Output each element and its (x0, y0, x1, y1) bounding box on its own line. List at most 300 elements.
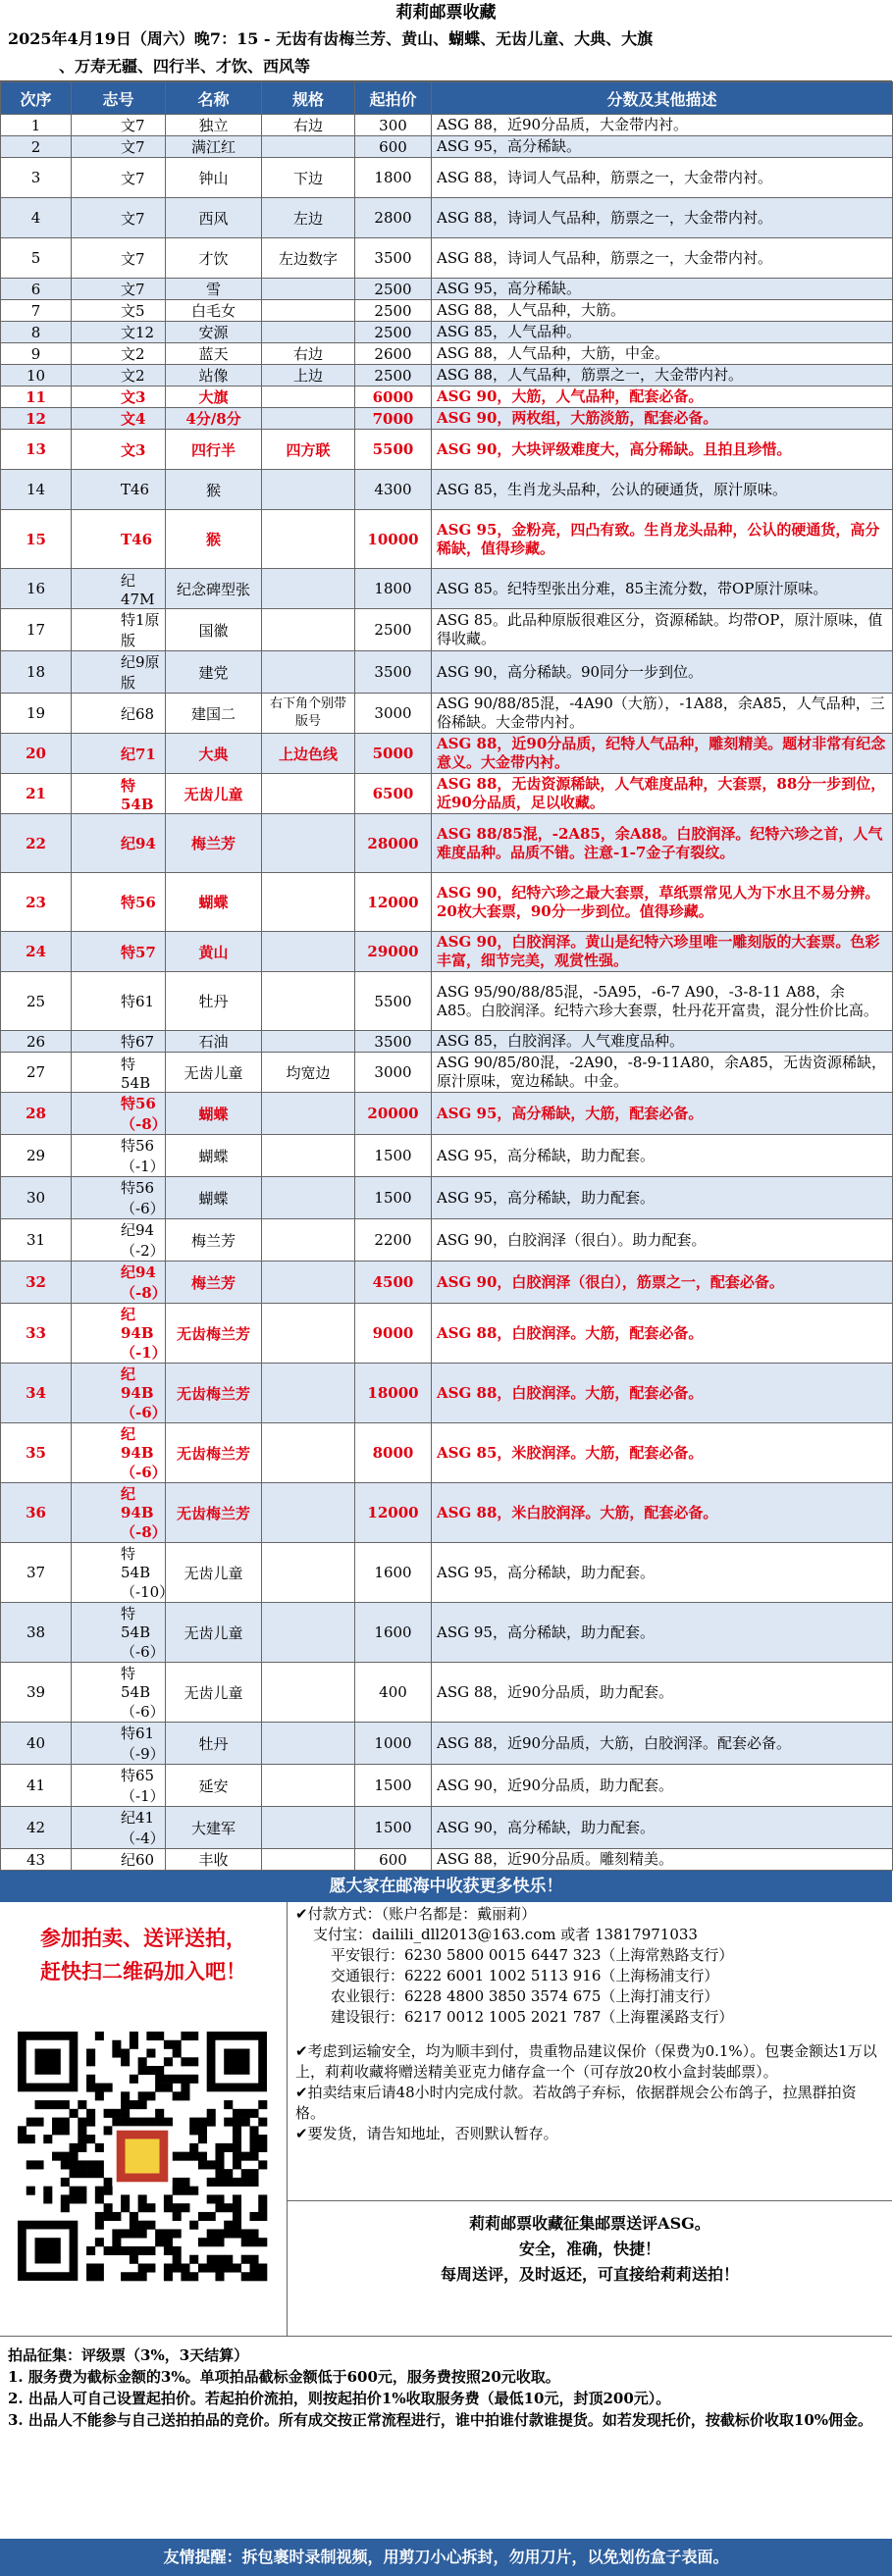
lot-description: ASG 95，高分稀缺，助力配套。 (432, 1603, 893, 1663)
lot-start-price: 2500 (355, 322, 432, 343)
table-row (1, 279, 893, 300)
table-row (1, 814, 893, 873)
lot-name: 钟山 (166, 158, 262, 198)
lot-start-price: 1800 (355, 158, 432, 198)
lot-code: 纪68 (72, 694, 166, 734)
lot-description: ASG 88，人气品种，大筋。 (432, 300, 893, 322)
lot-start-price: 400 (355, 1663, 432, 1723)
rule-item: 2. 出品人可自己设置起拍价。若起拍价流拍，则按起拍价1%收取服务费（最低10元，封顶200元）。 (8, 2390, 671, 2407)
lot-description: ASG 85，人气品种。 (432, 322, 893, 343)
table-row (1, 609, 893, 651)
lot-start-price: 1600 (355, 1603, 432, 1663)
lot-number: 13 (1, 430, 72, 470)
lot-name: 建国二 (166, 694, 262, 734)
lot-description: ASG 88，诗词人气品种，筋票之一，大金带内衬。 (432, 158, 893, 198)
lot-spec (262, 136, 355, 158)
lot-number: 35 (1, 1423, 72, 1483)
lot-start-price: 1500 (355, 1807, 432, 1849)
col-header-order: 次序 (1, 82, 72, 115)
lot-spec (262, 814, 355, 873)
lot-spec (262, 1483, 355, 1543)
lot-spec: 均宽边 (262, 1053, 355, 1093)
lot-code: 特54B (72, 1053, 166, 1093)
lot-number: 14 (1, 470, 72, 510)
lot-start-price: 2200 (355, 1219, 432, 1262)
lot-number: 20 (1, 734, 72, 774)
table-row (1, 300, 893, 322)
table-row (1, 1423, 893, 1483)
lot-number: 11 (1, 386, 72, 408)
lot-spec: 左边 (262, 198, 355, 238)
table-row (1, 115, 893, 136)
table-row (1, 1093, 893, 1135)
lot-start-price: 3500 (355, 238, 432, 279)
lot-number: 2 (1, 136, 72, 158)
lot-number: 19 (1, 694, 72, 734)
table-row (1, 1663, 893, 1723)
lot-start-price: 2600 (355, 343, 432, 365)
lot-description: ASG 95，高分稀缺，助力配套。 (432, 1543, 893, 1603)
bank-line: 平安银行：6230 5800 0015 6447 323（上海常熟路支行） (331, 1946, 734, 1964)
lot-spec: 右边 (262, 343, 355, 365)
rule-item: 1. 服务费为截标金额的3%。单项拍品截标金额低于600元，服务费按照20元收取。 (8, 2368, 560, 2386)
lot-code: 文2 (72, 343, 166, 365)
col-header-code: 志号 (72, 82, 166, 115)
lot-name: 四行半 (166, 430, 262, 470)
lot-name: 猴 (166, 470, 262, 510)
lot-name: 大典 (166, 734, 262, 774)
lot-number: 28 (1, 1093, 72, 1135)
lot-start-price: 1500 (355, 1135, 432, 1177)
qr-code-icon[interactable] (18, 2032, 267, 2281)
lot-start-price: 1500 (355, 1177, 432, 1219)
lot-code: 文2 (72, 365, 166, 386)
lot-spec (262, 651, 355, 694)
lot-name: 蝴蝶 (166, 873, 262, 932)
lot-name: 4分/8分 (166, 408, 262, 430)
lot-start-price: 3000 (355, 1053, 432, 1093)
lot-code: 特67 (72, 1031, 166, 1053)
lot-name: 猴 (166, 510, 262, 569)
table-row (1, 1543, 893, 1603)
lot-description: ASG 90，白胶润泽。黄山是纪特六珍里唯一雕刻版的大套票。色彩丰富，细节完美，观赏性强。 (432, 932, 893, 972)
lot-spec (262, 279, 355, 300)
lot-number: 27 (1, 1053, 72, 1093)
lot-description: ASG 88，白胶润泽。大筋，配套必备。 (432, 1304, 893, 1364)
lot-number: 26 (1, 1031, 72, 1053)
lot-description: ASG 90，大筋，人气品种，配套必备。 (432, 386, 893, 408)
lot-number: 38 (1, 1603, 72, 1663)
lot-name: 无齿儿童 (166, 774, 262, 814)
lots-body (1, 115, 893, 1871)
table-row (1, 1807, 893, 1849)
table-row (1, 1304, 893, 1364)
table-row (1, 932, 893, 972)
lot-code: 特54B（-10） (72, 1543, 166, 1603)
lot-description: ASG 88，无齿资源稀缺，人气难度品种，大套票，88分一步到位，近90分品质，足以收藏。 (432, 774, 893, 814)
lot-number: 21 (1, 774, 72, 814)
lot-number: 8 (1, 322, 72, 343)
lot-description: ASG 95/90/88/85混，-5A95，-6-7 A90，-3-8-11 A88，余A85。白胶润泽。纪特六珍大套票，牡丹花开富贵，混分性价比高。 (432, 972, 893, 1031)
lot-name: 牡丹 (166, 1723, 262, 1765)
lot-code: 特56（-6） (72, 1177, 166, 1219)
lot-start-price: 5500 (355, 972, 432, 1031)
consignment-rules (0, 2337, 892, 2539)
lot-number: 23 (1, 873, 72, 932)
lot-name: 蝴蝶 (166, 1177, 262, 1219)
lot-spec (262, 1093, 355, 1135)
lot-name: 梅兰芳 (166, 1219, 262, 1262)
payment-heading: ✔付款方式：（账户名都是：戴丽莉） (295, 1905, 537, 1923)
lot-number: 42 (1, 1807, 72, 1849)
lot-spec: 右下角个别带版号 (262, 694, 355, 734)
lot-spec (262, 1603, 355, 1663)
lot-spec (262, 972, 355, 1031)
lot-number: 39 (1, 1663, 72, 1723)
lot-spec (262, 774, 355, 814)
lot-number: 12 (1, 408, 72, 430)
lot-name: 才饮 (166, 238, 262, 279)
lot-number: 34 (1, 1364, 72, 1423)
table-row (1, 386, 893, 408)
lot-number: 17 (1, 609, 72, 651)
lot-start-price: 18000 (355, 1364, 432, 1423)
lot-start-price: 300 (355, 115, 432, 136)
table-row (1, 365, 893, 386)
lot-description: ASG 90/88/85混，-4A90（大筋），-1A88，余A85，人气品种，三俗稀缺。大金带内衬。 (432, 694, 893, 734)
lot-name: 国徽 (166, 609, 262, 651)
table-row (1, 1053, 893, 1093)
lot-description: ASG 85，生肖龙头品种，公认的硬通货，原汁原味。 (432, 470, 893, 510)
lot-spec (262, 386, 355, 408)
lot-code: 特65（-1） (72, 1765, 166, 1807)
table-row (1, 322, 893, 343)
lot-name: 安源 (166, 322, 262, 343)
lot-description: ASG 88，近90分品质。雕刻精美。 (432, 1849, 893, 1871)
lot-code: 纪60 (72, 1849, 166, 1871)
table-row (1, 198, 893, 238)
delivery-note: ✔要发货，请告知地址，否则默认暂存。 (295, 2125, 558, 2142)
shipping-note: ✔考虑到运输安全，均为顺丰到付，贵重物品建议保价（保费为0.1%）。包裹金额达1万以上，莉莉收藏将赠送精美亚克力储存盒一个（可存放20枚小盒封装邮票）。 (295, 2042, 877, 2081)
grading-slogan (288, 2201, 892, 2288)
lot-description: ASG 90，高分稀缺，助力配套。 (432, 1807, 893, 1849)
lot-description: ASG 90，两枚组，大筋淡筋，配套必备。 (432, 408, 893, 430)
lot-code: 纪94B（-8） (72, 1483, 166, 1543)
table-row (1, 1262, 893, 1304)
lot-spec (262, 1219, 355, 1262)
rule-item: 3. 出品人不能参与自己送拍拍品的竞价。所有成交按正常流程进行，谁中拍谁付款谁提货。如若发现托价，按截标价收取10%佣金。 (8, 2411, 873, 2429)
lot-spec (262, 1304, 355, 1364)
lot-start-price: 8000 (355, 1423, 432, 1483)
table-row (1, 1219, 893, 1262)
table-row (1, 1135, 893, 1177)
lot-code: T46 (72, 470, 166, 510)
lot-name: 蝴蝶 (166, 1093, 262, 1135)
lot-code: 特54B（-6） (72, 1603, 166, 1663)
lot-code: 文7 (72, 238, 166, 279)
table-row (1, 972, 893, 1031)
lot-number: 31 (1, 1219, 72, 1262)
lot-name: 雪 (166, 279, 262, 300)
lot-number: 36 (1, 1483, 72, 1543)
lot-start-price: 5000 (355, 734, 432, 774)
table-row (1, 774, 893, 814)
lot-code: 文5 (72, 300, 166, 322)
lot-spec (262, 322, 355, 343)
promo-text (0, 1902, 287, 1988)
lot-description: ASG 95，金粉亮，四凸有致。生肖龙头品种，公认的硬通货，高分稀缺，值得珍藏。 (432, 510, 893, 569)
lot-code: 文7 (72, 279, 166, 300)
bank-line: 农业银行：6228 4800 3850 3574 675（上海打浦支行） (331, 1987, 719, 2005)
lot-start-price: 600 (355, 136, 432, 158)
lot-code: 特56（-1） (72, 1135, 166, 1177)
lot-code: 特54B（-6） (72, 1663, 166, 1723)
lot-spec (262, 1364, 355, 1423)
lot-start-price: 6000 (355, 386, 432, 408)
lot-description: ASG 90/85/80混，-2A90，-8-9-11A80，余A85，无齿资源稀缺，原汁原味，宽边稀缺。中金。 (432, 1053, 893, 1093)
lot-number: 37 (1, 1543, 72, 1603)
lot-spec: 下边 (262, 158, 355, 198)
lot-name: 蓝天 (166, 343, 262, 365)
table-row (1, 1364, 893, 1423)
payment-deadline-note: ✔拍卖结束后请48小时内完成付款。若故鸽子弃标，依据群规会公布鸽子，拉黑群拍资格。 (295, 2084, 857, 2122)
bank-line: 交通银行：6222 6001 1002 5113 916（上海杨浦支行） (331, 1967, 719, 1984)
lot-spec (262, 408, 355, 430)
lot-spec (262, 873, 355, 932)
lot-start-price: 7000 (355, 408, 432, 430)
lot-start-price: 3000 (355, 694, 432, 734)
lot-spec (262, 569, 355, 609)
lot-name: 无齿梅兰芳 (166, 1364, 262, 1423)
lot-code: 特56 (72, 873, 166, 932)
lot-name: 建党 (166, 651, 262, 694)
lot-number: 41 (1, 1765, 72, 1807)
lot-code: 纪94B（-6） (72, 1423, 166, 1483)
promo-line: 参加拍卖、送评送拍， (40, 1926, 246, 1950)
table-row (1, 1177, 893, 1219)
slogan-line: 每周送评，及时返还，可直接给莉莉送拍！ (440, 2265, 739, 2284)
lot-name: 牡丹 (166, 972, 262, 1031)
lot-description: ASG 85，白胶润泽。人气难度品种。 (432, 1031, 893, 1053)
lot-start-price: 3500 (355, 1031, 432, 1053)
table-row (1, 158, 893, 198)
lot-description: ASG 95，高分稀缺，助力配套。 (432, 1177, 893, 1219)
lot-name: 梅兰芳 (166, 1262, 262, 1304)
table-row (1, 569, 893, 609)
lot-code: 纪9原版 (72, 651, 166, 694)
lot-name: 延安 (166, 1765, 262, 1807)
lot-spec (262, 1135, 355, 1177)
lot-start-price: 29000 (355, 932, 432, 972)
lot-spec (262, 1663, 355, 1723)
payment-panel (288, 1902, 892, 2336)
table-row (1, 510, 893, 569)
lot-description: ASG 88，近90分品质，大筋，白胶润泽。配套必备。 (432, 1723, 893, 1765)
lot-name: 独立 (166, 115, 262, 136)
lot-description: ASG 90，白胶润泽（很白），筋票之一，配套必备。 (432, 1262, 893, 1304)
lot-code: 特54B (72, 774, 166, 814)
lot-number: 18 (1, 651, 72, 694)
lot-spec (262, 1262, 355, 1304)
lot-spec (262, 932, 355, 972)
lot-code: 文7 (72, 115, 166, 136)
lot-start-price: 3500 (355, 651, 432, 694)
table-row (1, 651, 893, 694)
lot-description: ASG 95，高分稀缺，大筋，配套必备。 (432, 1093, 893, 1135)
lot-description: ASG 95，高分稀缺，助力配套。 (432, 1135, 893, 1177)
lot-description: ASG 88，近90分品质，大金带内衬。 (432, 115, 893, 136)
lot-description: ASG 88，白胶润泽。大筋，配套必备。 (432, 1364, 893, 1423)
lot-code: 纪94（-8） (72, 1262, 166, 1304)
table-row (1, 734, 893, 774)
lot-start-price: 5500 (355, 430, 432, 470)
lot-code: 文3 (72, 386, 166, 408)
col-header-desc: 分数及其他描述 (432, 82, 893, 115)
page-subtitle-continued: 、万寿无疆、四行半、才饮、西风等 (59, 57, 311, 76)
lot-spec (262, 1765, 355, 1807)
lot-code: 特61 (72, 972, 166, 1031)
lot-code: 纪94B（-1） (72, 1304, 166, 1364)
lot-start-price: 2500 (355, 300, 432, 322)
lot-start-price: 10000 (355, 510, 432, 569)
lot-description: ASG 88，人气品种，大筋，中金。 (432, 343, 893, 365)
footer-reminder: 友情提醒：拆包裹时录制视频，用剪刀小心拆封，勿用刀片，以免划伤盒子表面。 (0, 2539, 892, 2576)
rules-heading: 拍品征集：评级票（3%，3天结算） (8, 2346, 249, 2364)
table-row (1, 343, 893, 365)
lot-spec (262, 1849, 355, 1871)
lot-name: 纪念碑型张 (166, 569, 262, 609)
col-header-name: 名称 (166, 82, 262, 115)
lot-start-price: 2500 (355, 279, 432, 300)
lot-start-price: 600 (355, 1849, 432, 1871)
lot-description: ASG 95，高分稀缺。 (432, 136, 893, 158)
lot-spec (262, 1723, 355, 1765)
lot-name: 丰收 (166, 1849, 262, 1871)
lot-name: 无齿儿童 (166, 1053, 262, 1093)
lot-code: 特1原版 (72, 609, 166, 651)
lot-spec (262, 1543, 355, 1603)
table-row (1, 238, 893, 279)
lot-description: ASG 88，诗词人气品种，筋票之一，大金带内衬。 (432, 198, 893, 238)
lot-code: 纪94（-2） (72, 1219, 166, 1262)
lot-start-price: 2500 (355, 365, 432, 386)
lot-name: 大旗 (166, 386, 262, 408)
table-row (1, 1031, 893, 1053)
lot-number: 30 (1, 1177, 72, 1219)
lot-spec (262, 609, 355, 651)
lot-spec (262, 510, 355, 569)
lot-name: 无齿梅兰芳 (166, 1423, 262, 1483)
lot-number: 4 (1, 198, 72, 238)
info-section (0, 1902, 892, 2337)
lot-name: 站像 (166, 365, 262, 386)
table-row (1, 694, 893, 734)
lot-spec: 上边色线 (262, 734, 355, 774)
lot-name: 石油 (166, 1031, 262, 1053)
lot-name: 大建军 (166, 1807, 262, 1849)
lot-spec (262, 1423, 355, 1483)
lot-number: 40 (1, 1723, 72, 1765)
payment-info (288, 1902, 892, 2201)
slogan-line: 安全，准确，快捷！ (518, 2240, 660, 2258)
table-row (1, 873, 893, 932)
lot-name: 无齿儿童 (166, 1543, 262, 1603)
lot-name: 蝴蝶 (166, 1135, 262, 1177)
promo-panel (0, 1902, 288, 2336)
lot-spec (262, 1031, 355, 1053)
table-row (1, 1723, 893, 1765)
lot-spec (262, 300, 355, 322)
lot-description: ASG 88，近90分品质，助力配套。 (432, 1663, 893, 1723)
lot-number: 22 (1, 814, 72, 873)
lot-spec: 四方联 (262, 430, 355, 470)
lot-number: 6 (1, 279, 72, 300)
lot-start-price: 1600 (355, 1543, 432, 1603)
lot-code: 纪94B（-6） (72, 1364, 166, 1423)
lot-number: 16 (1, 569, 72, 609)
lot-spec (262, 1807, 355, 1849)
lot-number: 15 (1, 510, 72, 569)
lot-start-price: 6500 (355, 774, 432, 814)
lot-number: 32 (1, 1262, 72, 1304)
lot-name: 无齿儿童 (166, 1603, 262, 1663)
lot-description: ASG 90，纪特六珍之最大套票，草纸票常见人为下水且不易分辨。20枚大套票，90分一步到位。值得珍藏。 (432, 873, 893, 932)
lot-code: 文3 (72, 430, 166, 470)
lot-start-price: 1800 (355, 569, 432, 609)
lot-start-price: 4300 (355, 470, 432, 510)
table-row (1, 1849, 893, 1871)
lot-start-price: 1500 (355, 1765, 432, 1807)
lot-start-price: 12000 (355, 873, 432, 932)
lot-number: 1 (1, 115, 72, 136)
table-row (1, 1765, 893, 1807)
banner: 愿大家在邮海中收获更多快乐！ (0, 1871, 892, 1902)
lot-description: ASG 88，诗词人气品种，筋票之一，大金带内衬。 (432, 238, 893, 279)
lot-number: 9 (1, 343, 72, 365)
lot-code: 纪71 (72, 734, 166, 774)
lot-number: 10 (1, 365, 72, 386)
lot-name: 黄山 (166, 932, 262, 972)
lot-description: ASG 95，高分稀缺。 (432, 279, 893, 300)
table-header-row (1, 82, 893, 115)
lot-description: ASG 90，白胶润泽（很白）。助力配套。 (432, 1219, 893, 1262)
lot-code: T46 (72, 510, 166, 569)
lot-code: 文7 (72, 158, 166, 198)
lot-start-price: 20000 (355, 1093, 432, 1135)
table-row (1, 470, 893, 510)
lot-code: 特57 (72, 932, 166, 972)
lot-number: 5 (1, 238, 72, 279)
lot-spec (262, 470, 355, 510)
lot-code: 纪41（-4） (72, 1807, 166, 1849)
lot-number: 29 (1, 1135, 72, 1177)
lot-description: ASG 88，近90分品质，纪特人气品种，雕刻精美。题材非常有纪念意义。大金带内衬。 (432, 734, 893, 774)
lot-name: 梅兰芳 (166, 814, 262, 873)
lot-spec: 左边数字 (262, 238, 355, 279)
alipay-line: 支付宝：dailili_dll2013@163.com 或者 13817971033 (313, 1926, 698, 1943)
table-row (1, 430, 893, 470)
lot-start-price: 4500 (355, 1262, 432, 1304)
lot-name: 无齿梅兰芳 (166, 1483, 262, 1543)
table-row (1, 1483, 893, 1543)
lot-start-price: 12000 (355, 1483, 432, 1543)
promo-line: 赶快扫二维码加入吧！ (40, 1959, 246, 1984)
lot-name: 无齿儿童 (166, 1663, 262, 1723)
page-subtitle: 2025年4月19日（周六）晚7：15 - 无齿有齿梅兰芳、黄山、蝴蝶、无齿儿童、大典、大旗 (8, 29, 654, 48)
lot-description: ASG 90，高分稀缺。90同分一步到位。 (432, 651, 893, 694)
header (0, 0, 892, 81)
lot-description: ASG 90，大块评级难度大，高分稀缺。且拍且珍惜。 (432, 430, 893, 470)
